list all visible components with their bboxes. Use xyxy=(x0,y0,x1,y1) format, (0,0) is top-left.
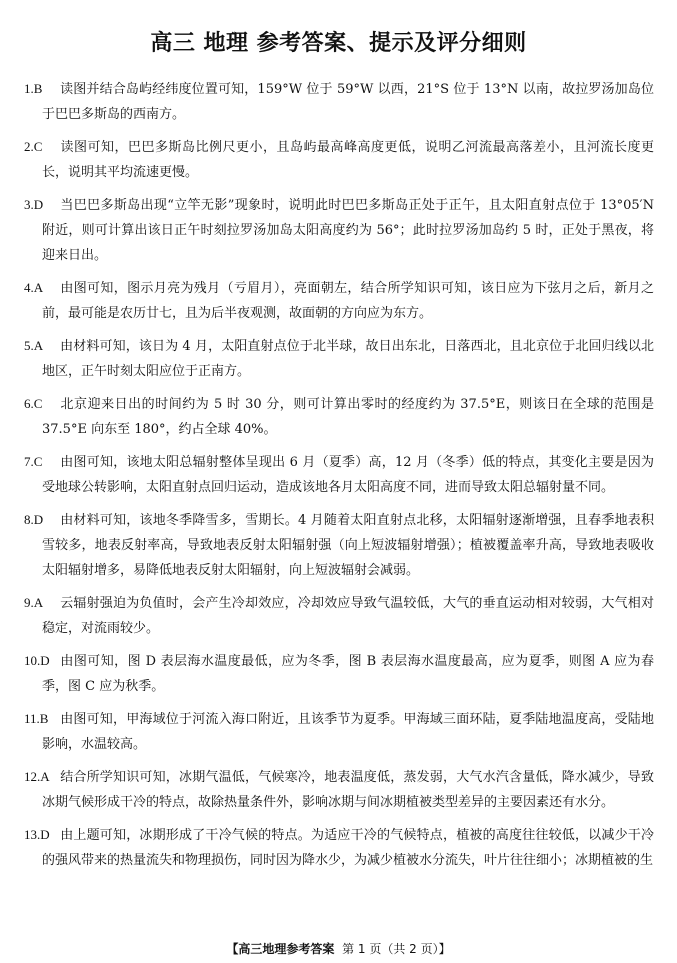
answer-explanation: 云辐射强迫为负值时，会产生冷却效应，冷却效应导致气温较低，大气的垂直运动相对较弱，大气相对稳定，对流雨较少。 xyxy=(42,596,654,636)
answer-number: 13.D xyxy=(24,827,50,842)
answer-item-2 xyxy=(24,134,654,185)
answer-explanation: 由材料可知，该地冬季降雪多，雪期长。4 月随着太阳直射点北移，太阳辐射逐渐增强，且春季地表积雪较多，地表反射率高，导致地表反射太阳辐射强（向上短波辐射增强）；植被覆盖率升高，导致地表吸收太阳辐射增多，易降低地表反射太阳辐射，向上短波辐射会减弱。 xyxy=(42,513,654,578)
answer-item-7 xyxy=(24,449,654,500)
answer-item-9 xyxy=(24,590,654,641)
answer-number: 12.A xyxy=(24,769,50,784)
answer-item-5 xyxy=(24,333,654,384)
answer-item-6 xyxy=(24,391,654,442)
answer-explanation: 由图可知，该地太阳总辐射整体呈现出 6 月（夏季）高，12 月（冬季）低的特点，其变化主要是因为受地球公转影响，太阳直射点回归运动，造成该地各月太阳高度不同，进而导致太阳总辐射量不同。 xyxy=(42,455,654,495)
answer-item-10 xyxy=(24,648,654,699)
page-title: 高三 地理 参考答案、提示及评分细则 xyxy=(150,31,527,56)
answer-number: 10.D xyxy=(24,653,50,668)
answer-explanation: 读图可知，巴巴多斯岛比例尺更小，且岛屿最高峰高度更低，说明乙河流最高落差小，且河流长度更长，说明其平均流速更慢。 xyxy=(42,140,654,180)
answer-item-11 xyxy=(24,706,654,757)
answer-item-3 xyxy=(24,192,654,268)
answer-number: 6.C xyxy=(24,396,43,411)
answer-number: 3.D xyxy=(24,197,44,212)
answer-number: 9.A xyxy=(24,595,44,610)
answer-item-13 xyxy=(24,822,654,873)
answer-number: 1.B xyxy=(24,81,43,96)
answer-explanation: 由图可知，甲海域位于河流入海口附近，且该季节为夏季。甲海域三面环陆，夏季陆地温度高，受陆地影响，水温较高。 xyxy=(42,712,654,752)
page-footer xyxy=(0,940,677,957)
answer-explanation: 由上题可知，冰期形成了干冷气候的特点。为适应干冷的气候特点，植被的高度往往较低，以减少干冷的强风带来的热量流失和物理损伤，同时因为降水少，为减少植被水分流失，叶片往往细小；冰期植被的生 xyxy=(42,828,654,868)
answer-number: 4.A xyxy=(24,280,44,295)
answer-explanation: 当巴巴多斯岛出现“立竿无影”现象时，说明此时巴巴多斯岛正处于正午，且太阳直射点位于 13°05′N 附近，则可计算出该日正午时刻拉罗汤加岛太阳高度约为 56°；此时拉罗汤加岛约 5 时，正处于黑夜，将迎来日出。 xyxy=(42,198,654,263)
answer-number: 11.B xyxy=(24,711,49,726)
answer-number: 2.C xyxy=(24,139,43,154)
answer-item-4 xyxy=(24,275,654,326)
answer-explanation: 由材料可知，该日为 4 月，太阳直射点位于北半球，故日出东北，日落西北，且北京位于北回归线以北地区，正午时刻太阳应位于正南方。 xyxy=(42,339,654,379)
footer-page-number: 第 1 页（共 2 页）】 xyxy=(342,942,451,956)
answer-item-8 xyxy=(24,507,654,583)
answer-number: 8.D xyxy=(24,512,44,527)
answer-explanation: 结合所学知识可知，冰期气温低，气候寒冷，地表温度低，蒸发弱，大气水汽含量低，降水减少，导致冰期气候形成干冷的特点，故除热量条件外，影响冰期与间冰期植被类型差异的主要因素还有水分。 xyxy=(42,770,654,810)
answer-item-12 xyxy=(24,764,654,815)
answer-explanation: 读图并结合岛屿经纬度位置可知，159°W 位于 59°W 以西，21°S 位于 13°N 以南，故拉罗汤加岛位于巴巴多斯岛的西南方。 xyxy=(42,82,654,122)
answer-item-1 xyxy=(24,76,654,127)
answer-list xyxy=(24,76,654,880)
footer-doc-title: 【高三地理参考答案 xyxy=(226,942,335,956)
answer-number: 7.C xyxy=(24,454,43,469)
answer-explanation: 由图可知，图示月亮为残月（亏眉月），亮面朝左，结合所学知识可知，该日应为下弦月之后，新月之前，最可能是农历廿七，且为后半夜观测，故面朝的方向应为东方。 xyxy=(42,281,654,321)
answer-explanation: 由图可知，图 D 表层海水温度最低，应为冬季，图 B 表层海水温度最高，应为夏季，则图 A 应为春季，图 C 应为秋季。 xyxy=(42,654,654,694)
answer-explanation: 北京迎来日出的时间约为 5 时 30 分，则可计算出零时的经度约为 37.5°E，则该日在全球的范围是 37.5°E 向东至 180°，约占全球 40%。 xyxy=(42,397,654,437)
answer-number: 5.A xyxy=(24,338,44,353)
